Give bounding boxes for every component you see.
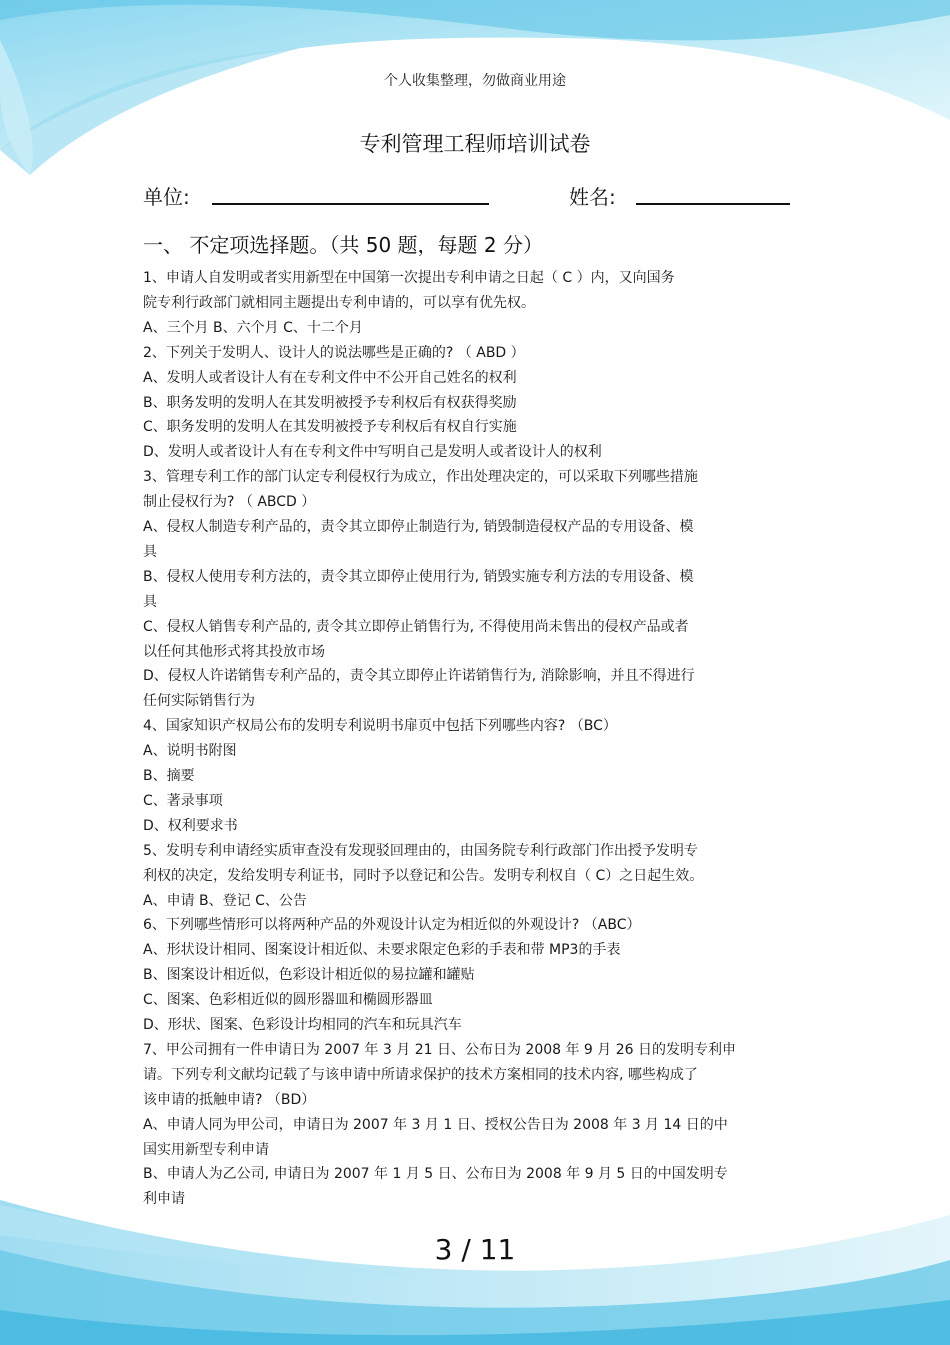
question-line: B、申请人为乙公司, 申请日为 2007 年 1 月 5 日、公布日为 2008 年 9 月 5 日的中国发明专	[143, 1166, 728, 1183]
question-line: 1、申请人自发明或者实用新型在中国第一次提出专利申请之日起（ C ）内，又向国务	[143, 270, 675, 286]
question-line: D、形状、图案、色彩设计均相同的汽车和玩具汽车	[143, 1017, 462, 1033]
question-line: D、侵权人许诺销售专利产品的，责令其立即停止许诺销售行为, 消除影响，并且不得进行	[143, 668, 695, 685]
section-heading: 一、 不定项选择题。（共 50 题，每题 2 分）	[143, 233, 543, 257]
question-line: 具	[143, 543, 157, 560]
name-label: 姓名:	[569, 185, 616, 209]
question-line: 2、下列关于发明人、设计人的说法哪些是正确的? （ ABD ）	[143, 344, 525, 361]
question-line: 利权的决定，发给发明专利证书，同时予以登记和公告。发明专利权自（ C）之日起生效。	[143, 867, 704, 884]
question-line: 4、国家知识产权局公布的发明专利说明书扉页中包括下列哪些内容? （BC）	[143, 718, 617, 735]
question-line: 利申请	[143, 1191, 185, 1208]
page-number: 3 / 11	[434, 1233, 516, 1266]
question-line: D、发明人或者设计人有在专利文件中写明自己是发明人或者设计人的权利	[143, 444, 602, 461]
question-line: B、摘要	[143, 768, 195, 784]
question-line: 该申请的抵触申请? （BD）	[143, 1091, 316, 1108]
unit-underline	[212, 203, 489, 205]
unit-label: 单位:	[143, 185, 190, 209]
question-line: 院专利行政部门就相同主题提出专利申请的，可以享有优先权。	[143, 294, 535, 311]
watermark-text: 个人收集整理，勿做商业用途	[384, 73, 566, 89]
question-line: 具	[143, 593, 157, 610]
question-line: 制止侵权行为? （ ABCD ）	[143, 494, 316, 511]
page-title: 专利管理工程师培训试卷	[359, 132, 591, 156]
question-line: A、说明书附图	[143, 743, 237, 760]
question-line: C、侵权人销售专利产品的, 责令其立即停止销售行为, 不得使用尚未售出的侵权产品或者	[143, 618, 689, 635]
question-line: B、侵权人使用专利方法的，责令其立即停止使用行为, 销毁实施专利方法的专用设备、模	[143, 568, 694, 585]
question-line: 请。下列专利文献均记载了与该申请中所请求保护的技术方案相同的技术内容, 哪些构成了	[143, 1066, 698, 1083]
question-line: 5、发明专利申请经实质审查没有发现驳回理由的，由国务院专利行政部门作出授予发明专	[143, 842, 698, 859]
question-line: 3、管理专利工作的部门认定专利侵权行为成立，作出处理决定的，可以采取下列哪些措施	[143, 469, 698, 486]
question-line: C、职务发明的发明人在其发明被授予专利权后有权自行实施	[143, 419, 517, 436]
question-line: A、发明人或者设计人有在专利文件中不公开自己姓名的权利	[143, 369, 517, 386]
question-line: B、图案设计相近似，色彩设计相近似的易拉罐和罐贴	[143, 967, 475, 984]
question-line: 国实用新型专利申请	[143, 1141, 269, 1158]
question-line: A、申请人同为甲公司，申请日为 2007 年 3 月 1 日、授权公告日为 2008 年 3 月 14 日的中	[143, 1116, 728, 1133]
question-line: A、侵权人制造专利产品的，责令其立即停止制造行为, 销毁制造侵权产品的专用设备、模	[143, 519, 694, 535]
question-line: C、图案、色彩相近似的圆形器皿和椭圆形器皿	[143, 992, 433, 1009]
question-line: 以任何其他形式将其投放市场	[143, 643, 325, 660]
question-line: 7、甲公司拥有一件申请日为 2007 年 3 月 21 日、公布日为 2008 年 9 月 26 日的发明专利申	[143, 1041, 737, 1058]
question-line: B、职务发明的发明人在其发明被授予专利权后有权获得奖励	[143, 394, 517, 411]
question-line: 任何实际销售行为	[143, 693, 255, 710]
name-underline	[636, 203, 790, 205]
question-line: A、形状设计相同、图案设计相近似、未要求限定色彩的手表和带 MP3的手表	[143, 942, 621, 959]
question-line: A、三个月 B、六个月 C、十二个月	[143, 319, 363, 336]
question-line: 6、下列哪些情形可以将两种产品的外观设计认定为相近似的外观设计? （ABC）	[143, 917, 641, 934]
question-line: D、权利要求书	[143, 817, 238, 834]
question-line: A、申请 B、登记 C、公告	[143, 892, 307, 909]
question-line: C、著录事项	[143, 792, 223, 809]
